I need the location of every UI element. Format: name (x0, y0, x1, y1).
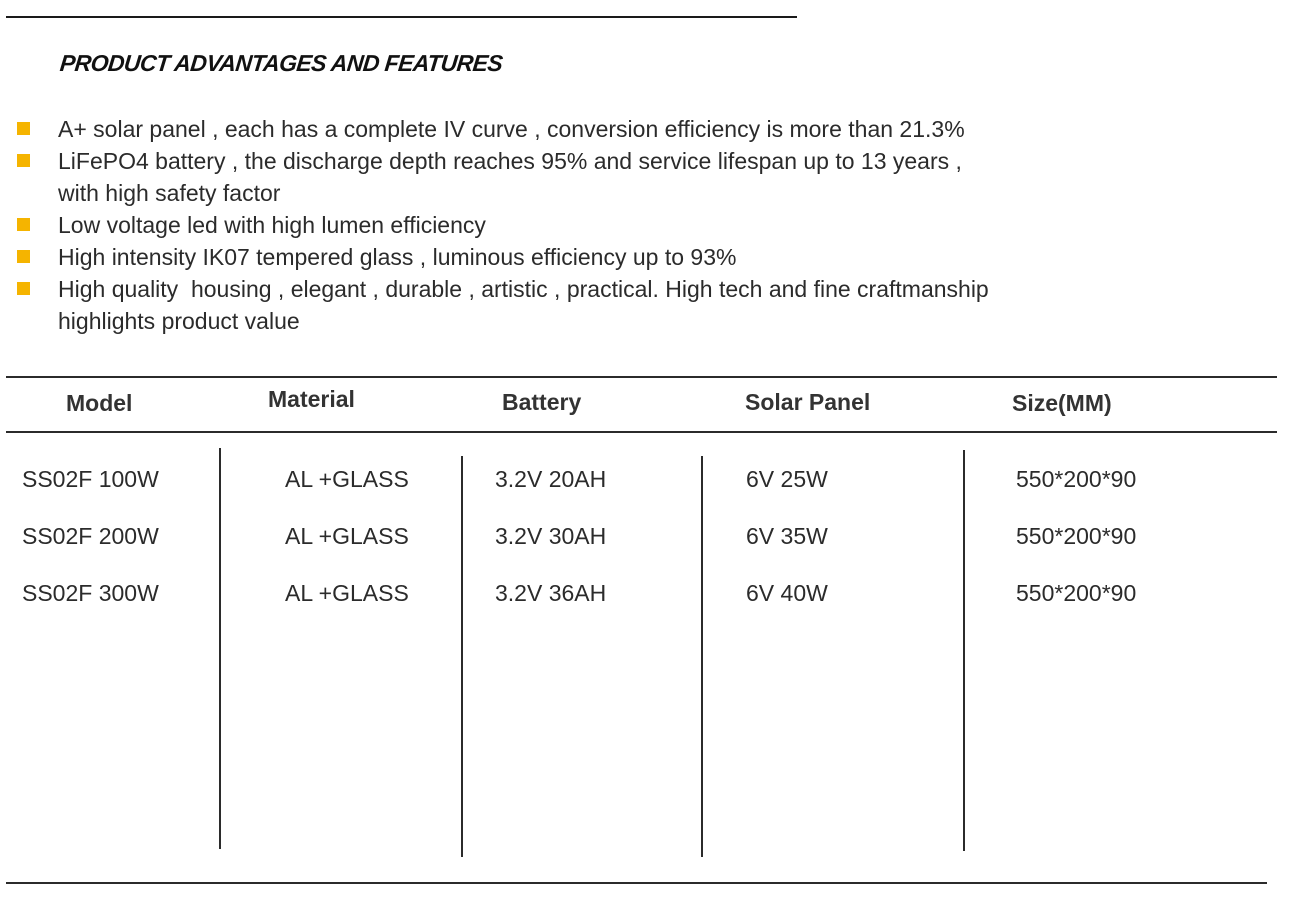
cell-size: 550*200*90 (1016, 580, 1137, 606)
cell-model: SS02F 100W (22, 466, 159, 492)
top-divider (6, 16, 797, 18)
square-bullet-icon (17, 122, 30, 135)
feature-text: High quality housing , elegant , durable , artistic , practical. High tech and fine craftmanship highlights product value (58, 276, 989, 334)
header-model: Model (66, 390, 133, 416)
cell-size: 550*200*90 (1016, 466, 1137, 492)
section-title: PRODUCT ADVANTAGES AND FEATURES (58, 50, 504, 76)
cell-solar-panel: 6V 40W (746, 580, 828, 606)
cell-material: AL +GLASS (285, 580, 409, 606)
column-divider (219, 448, 221, 849)
feature-list (16, 113, 1196, 337)
cell-model: SS02F 200W (22, 523, 159, 549)
column-divider (461, 456, 463, 857)
square-bullet-icon (17, 154, 30, 167)
cell-battery: 3.2V 20AH (495, 466, 607, 492)
cell-material: AL +GLASS (285, 466, 409, 492)
feature-item (16, 113, 1196, 145)
feature-item (16, 145, 1196, 209)
table-header-rule (6, 431, 1277, 433)
cell-material: AL +GLASS (285, 523, 409, 549)
header-battery: Battery (502, 389, 582, 415)
cell-solar-panel: 6V 25W (746, 466, 828, 492)
table-top-rule (6, 376, 1277, 378)
feature-item (16, 241, 1196, 273)
square-bullet-icon (17, 218, 30, 231)
column-divider (701, 456, 703, 857)
header-size: Size(MM) (1012, 390, 1112, 416)
feature-text: High intensity IK07 tempered glass , luminous efficiency up to 93% (58, 244, 737, 270)
cell-size: 550*200*90 (1016, 523, 1137, 549)
cell-battery: 3.2V 36AH (495, 580, 607, 606)
feature-text: A+ solar panel , each has a complete IV curve , conversion efficiency is more than 21.3% (58, 116, 965, 142)
header-solar-panel: Solar Panel (745, 389, 871, 415)
feature-text: Low voltage led with high lumen efficiency (58, 212, 486, 238)
feature-text: LiFePO4 battery , the discharge depth reaches 95% and service lifespan up to 13 years , with high safety factor (58, 148, 962, 206)
square-bullet-icon (17, 282, 30, 295)
column-divider (963, 450, 965, 851)
header-material: Material (268, 386, 355, 412)
table-bottom-rule (6, 882, 1267, 884)
cell-battery: 3.2V 30AH (495, 523, 607, 549)
cell-solar-panel: 6V 35W (746, 523, 828, 549)
cell-model: SS02F 300W (22, 580, 159, 606)
feature-item (16, 209, 1196, 241)
square-bullet-icon (17, 250, 30, 263)
feature-item (16, 273, 1196, 337)
